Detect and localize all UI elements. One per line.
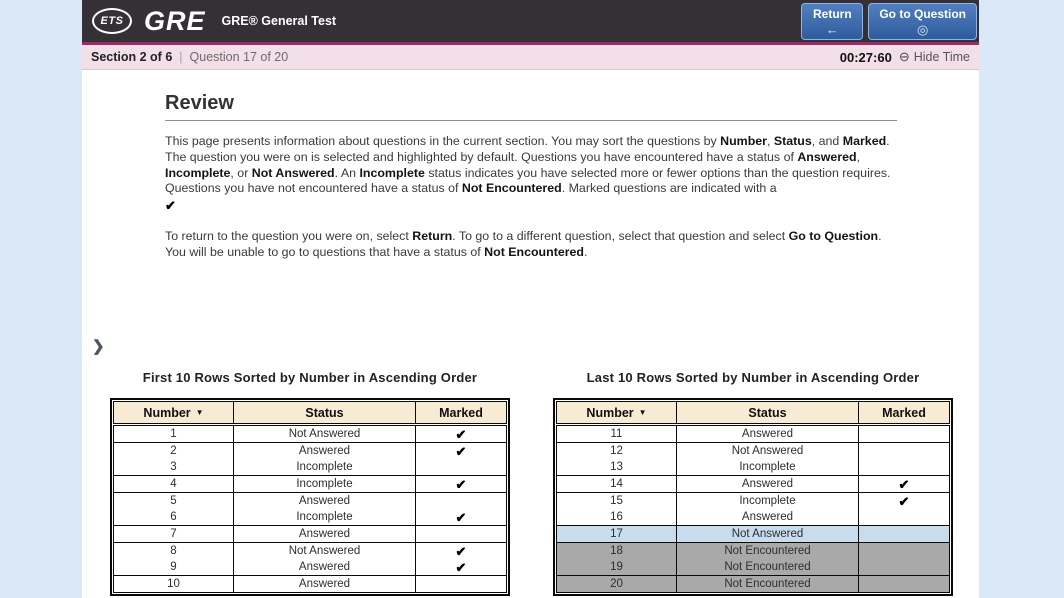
last-rows-table xyxy=(553,370,953,596)
question-number: 10 xyxy=(167,578,180,590)
text: , and xyxy=(811,134,843,148)
bold-text: Not Encountered xyxy=(484,244,584,259)
product-title: GRE® General Test xyxy=(221,14,337,28)
question-status: Incomplete xyxy=(676,459,859,475)
marked-check-icon: ✔ xyxy=(455,560,467,574)
text: This page presents information about questions in the current section. You may sort the questions by xyxy=(165,134,721,148)
question-status: Answered xyxy=(233,493,416,509)
table-row-question-16[interactable] xyxy=(557,509,949,526)
table-row-question-14[interactable] xyxy=(557,476,949,493)
column-header-number[interactable] xyxy=(557,402,676,423)
bold-text: Go to Question xyxy=(788,229,879,244)
text: , or xyxy=(230,165,252,180)
question-number: 6 xyxy=(170,511,177,523)
bold-text: Incomplete xyxy=(165,165,231,180)
table-row-question-20 xyxy=(557,576,949,592)
table-row-question-17[interactable] xyxy=(557,526,949,543)
marked-check-icon: ✔ xyxy=(455,427,467,441)
column-header-marked[interactable] xyxy=(859,402,949,423)
column-header-label: Number xyxy=(586,405,634,420)
question-number: 11 xyxy=(610,428,623,440)
hide-time-label: Hide Time xyxy=(913,50,970,64)
question-status: Answered xyxy=(676,476,859,492)
question-status: Incomplete xyxy=(233,459,416,475)
table-header-row xyxy=(556,401,950,424)
bold-text: Number xyxy=(720,134,767,148)
question-status: Answered xyxy=(233,443,416,459)
question-number: 1 xyxy=(170,428,177,440)
table-row-question-3[interactable] xyxy=(114,459,506,476)
table-row-question-15[interactable] xyxy=(557,493,949,509)
sort-descending-icon: ▼ xyxy=(195,408,204,417)
bold-text: Answered xyxy=(797,149,857,164)
question-status: Answered xyxy=(233,559,416,575)
question-number: 19 xyxy=(610,561,623,573)
table-row-question-8[interactable] xyxy=(114,543,506,559)
question-status: Not Encountered xyxy=(676,559,859,575)
question-status: Not Answered xyxy=(676,443,859,459)
table-row-question-1[interactable] xyxy=(114,426,506,443)
text: . To go to a different question, select that question and select xyxy=(452,229,789,244)
title-rule xyxy=(165,120,897,121)
bold-text: Not Encountered xyxy=(461,181,562,196)
question-number: 9 xyxy=(170,561,177,573)
table-row-question-10[interactable] xyxy=(114,576,506,592)
bold-text: Marked xyxy=(842,134,887,148)
question-progress-label: Question 17 of 20 xyxy=(189,50,289,64)
left-arrow-icon: ← xyxy=(825,22,839,37)
header-buttons xyxy=(801,3,977,40)
table-row-question-6[interactable] xyxy=(114,509,506,526)
question-number: 18 xyxy=(610,545,623,557)
review-tables xyxy=(110,370,953,596)
question-status: Answered xyxy=(233,576,416,592)
question-number: 4 xyxy=(170,478,177,490)
question-status: Incomplete xyxy=(233,476,416,492)
question-number: 13 xyxy=(610,461,623,473)
question-table xyxy=(553,398,953,596)
bold-text: Status xyxy=(773,134,812,148)
marked-check-icon: ✔ xyxy=(455,544,467,558)
text: status indicates you have selected more or fewer options than the question requires. Questions you have not encountered have a status of xyxy=(165,165,891,196)
column-header-label: Marked xyxy=(882,405,926,420)
table-row-question-4[interactable] xyxy=(114,476,506,493)
text: . You will be unable to go to questions that have a status of xyxy=(165,229,882,259)
text: . The question you were on is selected and highlighted by default. Questions you have encountered have a status of xyxy=(165,134,890,164)
question-number: 7 xyxy=(170,528,177,540)
table-row-question-11[interactable] xyxy=(557,426,949,443)
table-row-question-9[interactable] xyxy=(114,559,506,576)
target-icon: ◎ xyxy=(916,22,929,37)
column-header-label: Status xyxy=(305,405,344,420)
hide-time-button[interactable] xyxy=(899,49,970,65)
question-number: 14 xyxy=(610,478,623,490)
question-number: 15 xyxy=(610,495,623,507)
first-rows-table xyxy=(110,370,510,596)
text: . An xyxy=(334,165,360,180)
bar-divider: | xyxy=(179,50,183,64)
text: . xyxy=(584,244,588,259)
question-number: 8 xyxy=(170,545,177,557)
go-to-question-button-label: Go to Question xyxy=(879,7,966,21)
question-number: 2 xyxy=(170,445,177,457)
review-instructions-paragraph-1 xyxy=(165,134,898,197)
table-row-question-5[interactable] xyxy=(114,493,506,509)
question-table xyxy=(110,398,510,596)
text: . Marked questions are indicated with a xyxy=(561,181,777,196)
table-header-row xyxy=(113,401,507,424)
column-header-number[interactable] xyxy=(114,402,233,423)
return-button[interactable] xyxy=(801,3,863,40)
bold-text: Incomplete xyxy=(359,165,425,180)
column-header-status[interactable] xyxy=(676,402,859,423)
bold-text: Return xyxy=(412,229,453,244)
marked-check-icon: ✔ xyxy=(898,477,910,491)
table-body xyxy=(113,425,507,593)
text: , xyxy=(856,149,861,164)
return-button-label: Return xyxy=(812,7,852,21)
app-header xyxy=(82,0,979,45)
checkmark-glyph: ✔ xyxy=(165,198,176,214)
sort-descending-icon: ▼ xyxy=(638,408,647,417)
table-row-question-13[interactable] xyxy=(557,459,949,476)
table-row-question-19 xyxy=(557,559,949,576)
review-content xyxy=(82,70,979,261)
table-row-question-7[interactable] xyxy=(114,526,506,543)
question-number: 3 xyxy=(170,461,177,473)
hide-time-icon: ⊖ xyxy=(898,49,910,64)
marked-check-icon: ✔ xyxy=(898,494,910,508)
question-status: Not Answered xyxy=(233,543,416,559)
table-title: First 10 Rows Sorted by Number in Ascending Order xyxy=(142,370,478,385)
gre-logo: GRE xyxy=(144,5,206,36)
question-status: Answered xyxy=(676,509,859,525)
question-number: 16 xyxy=(610,511,623,523)
column-header-label: Marked xyxy=(439,405,483,420)
ets-logo: ETS xyxy=(92,8,132,34)
question-number: 17 xyxy=(610,528,623,540)
marked-check-icon: ✔ xyxy=(455,477,467,491)
question-status: Not Answered xyxy=(233,426,416,442)
review-instructions-paragraph-2 xyxy=(165,229,898,261)
marked-check-icon: ✔ xyxy=(455,444,467,458)
table-row-question-12[interactable] xyxy=(557,443,949,459)
question-status: Incomplete xyxy=(233,509,416,525)
question-status: Answered xyxy=(676,426,859,442)
question-status: Answered xyxy=(233,526,416,542)
question-number: 20 xyxy=(610,578,623,590)
marked-check-icon: ✔ xyxy=(455,510,467,524)
go-to-question-button[interactable] xyxy=(868,3,977,40)
question-status: Not Answered xyxy=(676,526,859,542)
table-body xyxy=(556,425,950,593)
table-row-question-2[interactable] xyxy=(114,443,506,459)
column-header-marked[interactable] xyxy=(416,402,506,423)
text: To return to the question you were on, select xyxy=(165,229,413,244)
question-number: 5 xyxy=(170,495,177,507)
scroll-right-chevron-icon[interactable]: ❯ xyxy=(92,338,105,355)
question-status: Incomplete xyxy=(676,493,859,509)
text: , xyxy=(766,134,774,148)
column-header-label: Number xyxy=(143,405,191,420)
section-status-bar xyxy=(82,45,979,70)
timer-group xyxy=(840,49,970,65)
time-remaining: 00:27:60 xyxy=(839,49,892,65)
gre-test-window xyxy=(82,0,979,598)
question-status: Not Encountered xyxy=(676,576,859,592)
bold-text: Not Answered xyxy=(251,165,335,180)
column-header-label: Status xyxy=(748,405,787,420)
question-status: Not Encountered xyxy=(676,543,859,559)
page-title: Review xyxy=(165,92,234,114)
table-title: Last 10 Rows Sorted by Number in Ascending Order xyxy=(586,370,920,385)
column-header-status[interactable] xyxy=(233,402,416,423)
table-row-question-18 xyxy=(557,543,949,559)
question-number: 12 xyxy=(610,445,623,457)
section-label: Section 2 of 6 xyxy=(91,50,173,64)
